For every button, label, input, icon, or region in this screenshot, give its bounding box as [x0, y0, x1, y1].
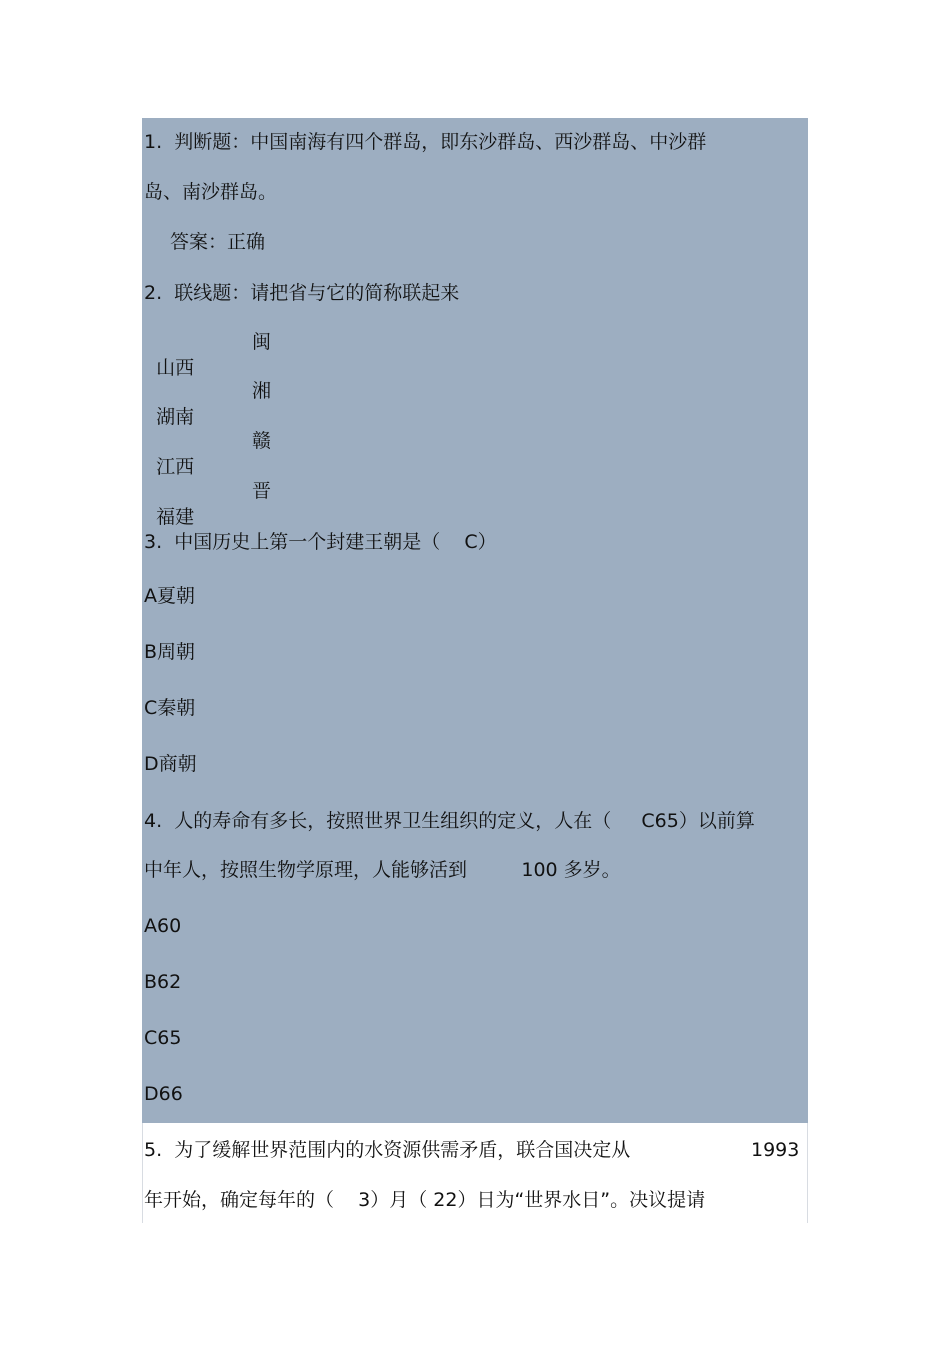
highlight-band — [142, 118, 808, 1123]
q3-option: B周朝 — [144, 641, 196, 663]
q4-option: B62 — [144, 971, 182, 993]
province-name: 湖南 — [156, 406, 195, 428]
q4-option: D66 — [144, 1083, 183, 1105]
match-row — [144, 329, 344, 379]
q3-option: A夏朝 — [144, 585, 195, 607]
q4-line-2: 中年人，按照生物学原理，人能够活到 100 多岁。 — [144, 859, 621, 881]
match-row — [144, 378, 344, 428]
q1-answer: 答案：正确 — [170, 231, 266, 253]
province-abbreviation: 湘 — [252, 380, 272, 402]
province-name: 江西 — [156, 456, 195, 478]
q1-line-2: 岛、南沙群岛。 — [144, 181, 278, 203]
q2-title: 2. 联线题：请把省与它的简称联起来 — [144, 282, 460, 304]
q3-question: 3. 中国历史上第一个封建王朝是（ C） — [144, 531, 497, 553]
province-name: 福建 — [156, 506, 195, 528]
q4-option: A60 — [144, 915, 182, 937]
q4-line-1: 4. 人的寿命有多长，按照世界卫生组织的定义，人在（ C65）以前算 — [144, 810, 755, 832]
q3-option: D商朝 — [144, 753, 197, 775]
q4-option: C65 — [144, 1027, 182, 1049]
province-abbreviation: 闽 — [252, 331, 272, 353]
q1-line-1: 1. 判断题：中国南海有四个群岛，即东沙群岛、西沙群岛、中沙群 — [144, 131, 707, 153]
match-row — [144, 478, 344, 528]
q5-year: 1993 — [751, 1139, 800, 1161]
match-row — [144, 428, 344, 478]
q5-line-1: 5. 为了缓解世界范围内的水资源供需矛盾，联合国决定从 — [144, 1139, 631, 1161]
q5-line-2: 年开始，确定每年的（ 3）月（ 22）日为“世界水日”。决议提请 — [144, 1189, 706, 1211]
province-abbreviation: 晋 — [252, 480, 272, 502]
province-abbreviation: 赣 — [252, 430, 272, 452]
q3-option: C秦朝 — [144, 697, 196, 719]
province-name: 山西 — [156, 357, 195, 379]
